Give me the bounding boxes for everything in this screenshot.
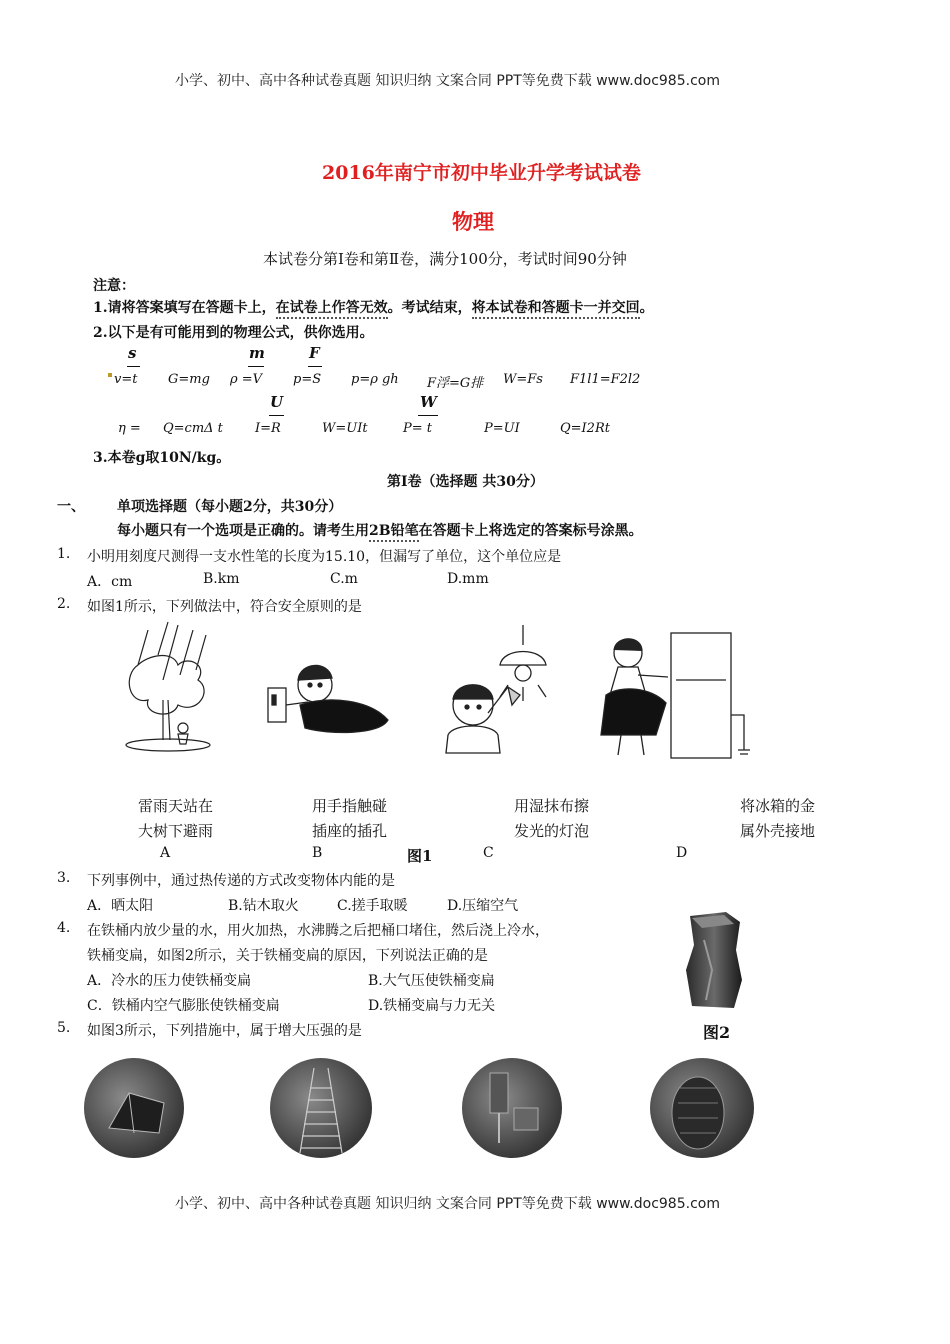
q4-text-line1: 在铁桶内放少量的水，用火加热，水沸腾之后把桶口堵住，然后浇上冷水， — [87, 923, 549, 939]
notes-label: 注意： — [93, 278, 135, 294]
fig1-caption-a-line2: 大树下避雨 — [138, 822, 214, 840]
instructions-part-a: 每小题只有一个选项是正确的。请考生用 — [117, 523, 369, 539]
q2-number: 2. — [57, 596, 71, 612]
fig1-caption-d-line2: 属外壳接地 — [740, 822, 816, 840]
formula-heat: Q=cmΔ t — [163, 421, 223, 436]
formula-numerator-W: W — [420, 393, 437, 411]
page-footer: 小学、初中、高中各种试卷真题 知识归纳 文案合同 PPT等免费下载 www.doc985.com — [175, 1196, 720, 1212]
figure-1d-fridge-ground — [596, 625, 756, 760]
note-1-part-e: 。 — [639, 300, 654, 316]
instructions-part-c: 在答题卡上将选定的答案标号涂黑。 — [418, 523, 643, 539]
q1-option-d: D.mm — [447, 571, 489, 587]
stray-mark — [108, 373, 112, 377]
fraction-bar — [308, 366, 322, 367]
fraction-bar — [269, 415, 284, 416]
figure-3a-tent-photo — [84, 1058, 184, 1158]
q4-option-c: C．铁桶内空气膨胀使铁桶变扁 — [87, 998, 280, 1014]
figure-2-label: 图2 — [703, 1023, 731, 1042]
section-number: 一、 — [57, 499, 85, 515]
formula-numerator-U: U — [270, 393, 284, 411]
q1-option-a: A．cm — [87, 574, 133, 590]
formula-density: ρ =V — [230, 372, 263, 387]
formula-work: W=Fs — [503, 372, 543, 387]
note-1-part-d: 将本试卷和答题卡一并交回 — [472, 300, 640, 319]
fig1-letter-b: B — [312, 845, 323, 861]
fig1-letter-c: C — [483, 845, 494, 861]
q3-number: 3. — [57, 870, 71, 886]
figure-2-crushed-bucket — [682, 910, 744, 1012]
tent-icon — [84, 1058, 184, 1158]
figure-1a-tree-in-rain — [118, 620, 218, 760]
exam-info: 本试卷分第Ⅰ卷和第Ⅱ卷，满分100分，考试时间90分钟 — [263, 250, 627, 268]
q1-number: 1. — [57, 546, 71, 562]
fig1-letter-a: A — [160, 845, 171, 861]
fraction-bar — [127, 366, 140, 367]
formula-gravity: G=mg — [168, 372, 210, 387]
q3-option-c: C.搓手取暖 — [337, 898, 408, 914]
formula-numerator-s: s — [128, 344, 137, 362]
formula-joule-heat: Q=I2Rt — [560, 421, 610, 436]
note-1-part-c: 。考试结束， — [387, 300, 472, 316]
formula-numerator-m: m — [249, 344, 265, 362]
note-1-part-a: 1.请将答案填写在答题卡上， — [93, 300, 276, 316]
q4-text-line2: 铁桶变扁，如图2所示，关于铁桶变扁的原因，下列说法正确的是 — [87, 948, 488, 964]
note-2: 2.以下是有可能用到的物理公式，供你选用。 — [93, 325, 374, 341]
formula-lever: F1l1=F2l2 — [570, 372, 641, 387]
note-3: 3.本卷g取10N/kg。 — [93, 450, 231, 466]
figure-3c-machine-photo — [462, 1058, 562, 1158]
q2-text: 如图1所示，下列做法中，符合安全原则的是 — [87, 599, 362, 615]
q1-option-b: B.km — [203, 571, 240, 587]
figure-1b-finger-in-socket — [260, 650, 395, 740]
subject-title: 物理 — [452, 209, 494, 234]
railway-icon — [270, 1058, 372, 1158]
fraction-bar — [418, 415, 438, 416]
formula-buoyancy: F浮=G排 — [427, 376, 484, 391]
formula-pressure: p=S — [293, 372, 322, 387]
fig1-caption-a-line1: 雷雨天站在 — [138, 797, 214, 815]
exam-title: 2016年南宁市初中毕业升学考试试卷 — [322, 162, 641, 184]
q3-text: 下列事例中，通过热传递的方式改变物体内能的是 — [87, 873, 395, 889]
q1-text: 小明用刻度尺测得一支水性笔的长度为15.10，但漏写了单位，这个单位应是 — [87, 549, 562, 565]
q3-option-a: A．晒太阳 — [87, 898, 154, 914]
fig1-letter-d: D — [676, 845, 688, 861]
instructions-part-b: 2B铅笔 — [369, 523, 419, 542]
q4-option-d: D.铁桶变扁与力无关 — [368, 998, 496, 1014]
q5-number: 5. — [57, 1020, 71, 1036]
figure-1c-wiping-lamp — [428, 625, 558, 760]
fig1-caption-b-line1: 用手指触碰 — [312, 797, 388, 815]
note-1 — [93, 297, 654, 317]
formula-electric-power: P=UI — [484, 421, 520, 436]
figure-3d-tire-photo — [650, 1058, 754, 1158]
section-title: 单项选择题（每小题2分，共30分） — [117, 499, 343, 515]
q4-number: 4. — [57, 920, 71, 936]
formula-numerator-F: F — [309, 344, 320, 362]
formula-electric-work: W=UIt — [322, 421, 368, 436]
figure-3b-railway-photo — [270, 1058, 372, 1158]
fig1-caption-c-line2: 发光的灯泡 — [514, 822, 590, 840]
figure-1-label: 图1 — [407, 847, 433, 865]
q1-option-c: C.m — [330, 571, 358, 587]
note-1-part-b: 在试卷上作答无效 — [276, 300, 388, 319]
q3-option-d: D.压缩空气 — [447, 898, 519, 914]
fig1-caption-b-line2: 插座的插孔 — [312, 822, 388, 840]
formula-current: I=R — [255, 421, 281, 436]
section-instructions — [117, 520, 643, 540]
part-1-heading: 第Ⅰ卷（选择题 共30分） — [387, 474, 544, 490]
fig1-caption-d-line1: 将冰箱的金 — [740, 797, 816, 815]
q4-option-a: A．冷水的压力使铁桶变扁 — [87, 973, 252, 989]
formula-efficiency: η = — [118, 421, 141, 436]
formula-liquid-pressure: p=ρ gh — [351, 372, 399, 387]
formula-power: P= t — [403, 421, 432, 436]
page-header: 小学、初中、高中各种试卷真题 知识归纳 文案合同 PPT等免费下载 www.doc985.com — [175, 73, 720, 89]
formula-velocity: v=t — [114, 372, 138, 387]
q5-text: 如图3所示，下列措施中，属于增大压强的是 — [87, 1023, 362, 1039]
q4-option-b: B.大气压使铁桶变扁 — [368, 973, 495, 989]
tire-icon — [650, 1058, 754, 1158]
fraction-bar — [248, 366, 264, 367]
fig1-caption-c-line1: 用湿抹布擦 — [514, 797, 590, 815]
machine-icon — [462, 1058, 562, 1158]
q3-option-b: B.钻木取火 — [228, 898, 299, 914]
